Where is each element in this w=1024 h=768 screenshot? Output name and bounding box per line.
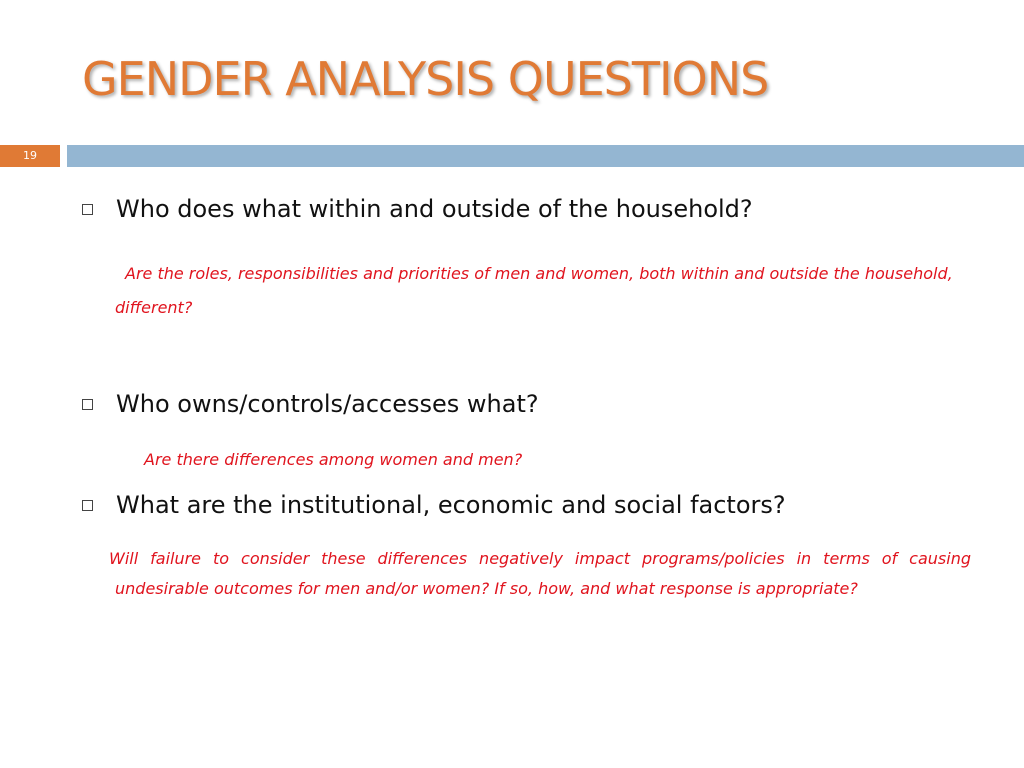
header-accent-bar — [67, 145, 1024, 167]
question-item-2 — [82, 390, 539, 418]
question-item-1 — [82, 195, 753, 223]
question-item-3 — [82, 491, 786, 519]
question-detail-1: Are the roles, responsibilities and priorities of men and women, both within and outside the household, different? — [115, 264, 953, 317]
square-bullet-icon — [82, 500, 93, 511]
square-bullet-icon — [82, 204, 93, 215]
square-bullet-icon — [82, 399, 93, 410]
question-text: Who owns/controls/accesses what? — [116, 390, 539, 418]
question-text: Who does what within and outside of the household? — [116, 195, 753, 223]
question-detail-2: Are there differences among women and men? — [144, 450, 523, 469]
question-text: What are the institutional, economic and social factors? — [116, 491, 786, 519]
question-detail-3: Will failure to consider these differences negatively impact programs/policies in terms of causing undesirable outcomes for men and/or women? If so, how, and what response is appropriate? — [109, 549, 971, 598]
slide-number: 19 — [23, 149, 37, 162]
slide-number-badge — [0, 145, 60, 167]
slide-title: GENDER ANALYSIS QUESTIONS — [82, 52, 769, 106]
